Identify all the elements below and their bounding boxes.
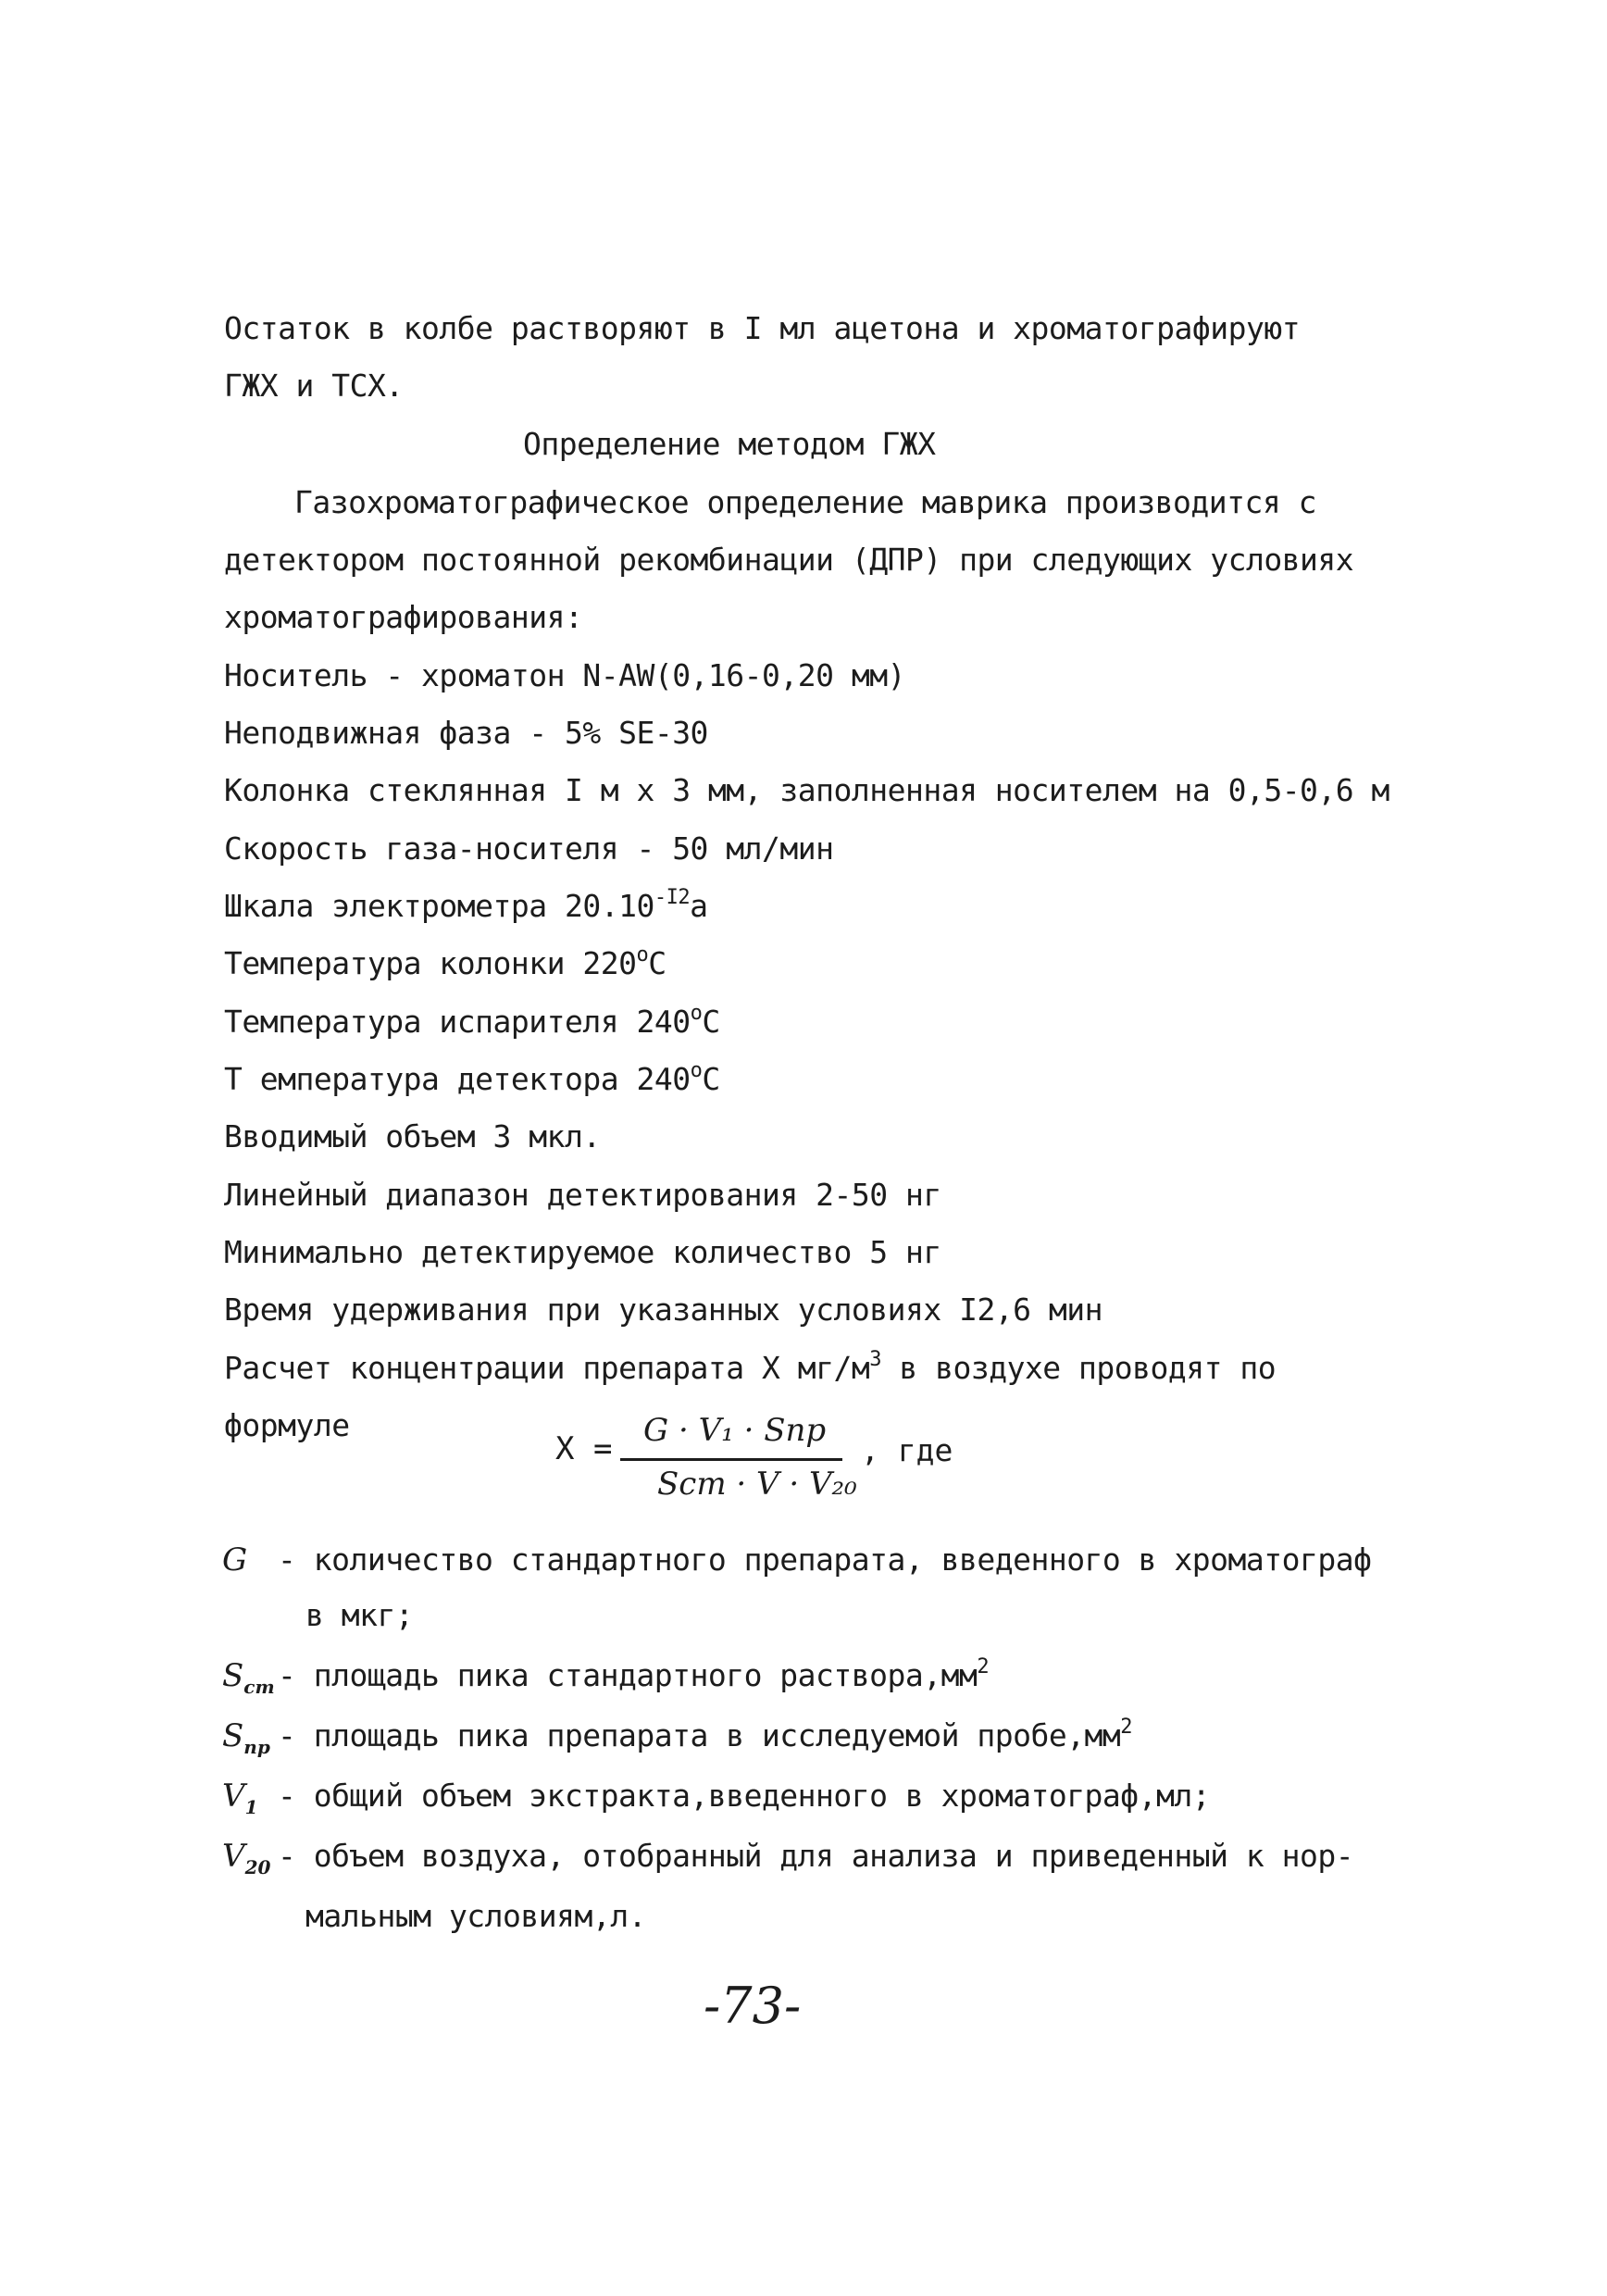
condition-stationary-phase: Неподвижная фаза - 5% SE-30	[224, 715, 708, 751]
condition-electrometer-scale	[224, 888, 707, 930]
calc-text-pre: Расчет концентрации препарата Х мг/м	[224, 1350, 870, 1386]
formula-numerator: G · V₁ · Sпр	[643, 1412, 827, 1449]
calc-line-2: формуле	[224, 1407, 350, 1443]
temp-text: Температура колонки 220	[224, 945, 637, 981]
concentration-formula	[555, 1412, 981, 1523]
definition-symbol: $V_{20}$	[222, 1838, 271, 1878]
calc-line-1	[224, 1350, 1276, 1391]
temp-unit: C	[648, 945, 666, 981]
paragraph-line-2: детектором постоянной рекомбинации (ДПР) при следующих условиях	[224, 542, 1354, 578]
paragraph-line-1: Газохроматографическое определение маврика производится с	[294, 484, 1316, 520]
calc-text-post: в воздухе проводят по	[881, 1350, 1277, 1386]
definition-text: - площадь пика стандартного $раствора,мм^2$	[278, 1655, 990, 1693]
definition-text: - объем воздуха, отобранный для анализа и приведенный к нор-	[278, 1838, 1354, 1874]
temp-unit: C	[702, 1004, 720, 1040]
temp-unit: C	[702, 1061, 720, 1097]
degree-sign: o	[636, 943, 649, 967]
degree-sign: o	[690, 1002, 703, 1025]
definition-symbol: $S_{пр}$	[222, 1717, 270, 1758]
intro-line-1: Остаток в колбе растворяют в I мл ацетона и хроматографируют	[224, 310, 1301, 346]
fraction-bar	[620, 1458, 842, 1461]
scale-unit: a	[690, 888, 708, 924]
temp-text: Температура испарителя 240	[224, 1004, 691, 1040]
condition-column: Колонка стеклянная I м х 3 мм, заполненная носителем на 0,5-0,6 м	[224, 772, 1389, 808]
formula-where: , где	[861, 1432, 953, 1468]
definition-symbol: $V_1$	[222, 1778, 258, 1818]
condition-column-temp	[224, 945, 666, 987]
condition-min-detectable: Минимально детектируемое количество 5 нг	[224, 1234, 941, 1270]
condition-carrier: Носитель - хроматон N-AW(0,16-0,20 мм)	[224, 657, 905, 693]
page-number: -73-	[704, 1977, 802, 2035]
condition-linear-range: Линейный диапазон детектирования 2-50 нг	[224, 1177, 941, 1213]
scale-text: Шкала электрометра 20.10	[224, 888, 654, 924]
condition-detector-temp	[224, 1061, 720, 1103]
condition-evaporator-temp	[224, 1004, 720, 1045]
degree-sign: o	[690, 1059, 703, 1082]
paragraph-line-3: хроматографирования:	[224, 599, 583, 635]
definition-text: - площадь пика препарата в исследуемой $пробе,мм^2$	[278, 1716, 1133, 1753]
definition-symbol: G	[222, 1541, 248, 1578]
condition-retention-time: Время удерживания при указанных условиях I2,6 мин	[224, 1292, 1103, 1328]
formula-lhs: Х =	[555, 1430, 613, 1467]
definition-text: - количество стандартного препарата, введенного в хроматограф	[278, 1541, 1372, 1578]
definition-text: - общий объем экстракта,введенного в хроматограф,мл;	[278, 1778, 1211, 1814]
formula-denominator: Sст · V · V₂₀	[657, 1466, 857, 1503]
definition-continuation: в мкг;	[305, 1597, 414, 1633]
definition-symbol: $S_{ст}$	[222, 1657, 275, 1698]
condition-injection-volume: Вводимый объем 3 мкл.	[224, 1118, 601, 1154]
section-heading: Определение методом ГЖХ	[523, 426, 936, 462]
calc-superscript: 3	[869, 1348, 881, 1371]
definition-continuation: мальным условиям,л.	[305, 1898, 646, 1934]
temp-text: Т емпература детектора 240	[224, 1061, 691, 1097]
scale-exponent: -I2	[654, 886, 691, 909]
condition-gas-flow: Скорость газа-носителя - 50 мл/мин	[224, 830, 834, 867]
intro-line-2: ГЖХ и ТСХ.	[224, 368, 404, 404]
